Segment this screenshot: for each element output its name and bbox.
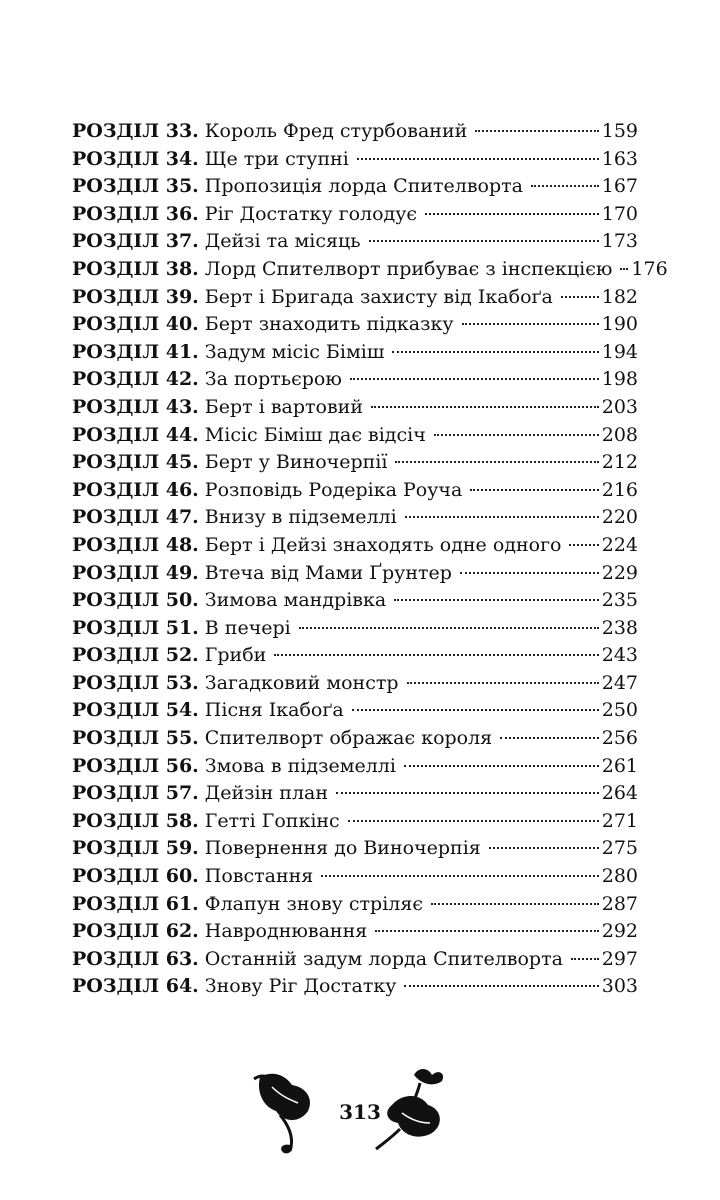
dot-leader bbox=[620, 268, 628, 270]
chapter-page-number: 216 bbox=[601, 478, 638, 501]
chapter-page-number: 159 bbox=[601, 120, 638, 142]
dot-leader bbox=[350, 378, 599, 380]
chapter-label: РОЗДІЛ 37. bbox=[72, 230, 199, 253]
chapter-label: РОЗДІЛ 52. bbox=[72, 644, 199, 667]
chapter-label: РОЗДІЛ 40. bbox=[72, 313, 199, 336]
chapter-page-number: 224 bbox=[601, 533, 638, 556]
dot-leader bbox=[336, 792, 599, 794]
toc-entry bbox=[72, 477, 638, 505]
chapter-label: РОЗДІЛ 33. bbox=[72, 120, 199, 142]
chapter-page-number: 292 bbox=[601, 920, 638, 943]
chapter-label: РОЗДІЛ 53. bbox=[72, 671, 199, 694]
dot-leader bbox=[321, 875, 598, 877]
toc-entry bbox=[72, 780, 638, 808]
chapter-title: Дейзін план bbox=[204, 782, 329, 805]
dot-leader bbox=[500, 737, 599, 739]
chapter-title: Змова в підземеллі bbox=[204, 754, 396, 777]
leaf-vine-icon bbox=[250, 1065, 330, 1155]
chapter-label: РОЗДІЛ 55. bbox=[72, 727, 199, 750]
chapter-page-number: 264 bbox=[601, 782, 638, 805]
chapter-title: Пропозиція лорда Спителворта bbox=[204, 175, 523, 198]
chapter-title: Лорд Спителворт прибуває з інспекцією bbox=[204, 257, 613, 280]
chapter-title: Повстання bbox=[204, 865, 314, 888]
chapter-page-number: 182 bbox=[601, 285, 638, 308]
chapter-page-number: 250 bbox=[601, 699, 638, 722]
dot-leader bbox=[405, 516, 599, 518]
toc-entry bbox=[72, 311, 638, 339]
chapter-title: Берт у Виночерпії bbox=[204, 451, 388, 474]
chapter-title: Дейзі та місяць bbox=[204, 230, 361, 253]
chapter-page-number: 173 bbox=[601, 230, 638, 253]
chapter-page-number: 203 bbox=[601, 395, 638, 418]
dot-leader bbox=[404, 765, 599, 767]
chapter-label: РОЗДІЛ 54. bbox=[72, 699, 199, 722]
chapter-label: РОЗДІЛ 64. bbox=[72, 975, 199, 998]
chapter-title: Останній задум лорда Спителворта bbox=[204, 947, 563, 970]
chapter-page-number: 280 bbox=[601, 865, 638, 888]
chapter-page-number: 167 bbox=[601, 175, 638, 198]
toc-entry bbox=[72, 973, 638, 1001]
dot-leader bbox=[462, 323, 599, 325]
chapter-page-number: 194 bbox=[601, 340, 638, 363]
chapter-title: Берт знаходить підказку bbox=[204, 313, 454, 336]
dot-leader bbox=[407, 682, 599, 684]
chapter-title: Повернення до Виночерпія bbox=[204, 837, 481, 860]
toc-entry bbox=[72, 532, 638, 560]
toc-entry bbox=[72, 118, 638, 146]
toc-entry bbox=[72, 587, 638, 615]
chapter-label: РОЗДІЛ 59. bbox=[72, 837, 199, 860]
dot-leader bbox=[352, 709, 599, 711]
dot-leader bbox=[392, 351, 598, 353]
chapter-page-number: 170 bbox=[601, 202, 638, 225]
chapter-page-number: 297 bbox=[601, 947, 638, 970]
chapter-label: РОЗДІЛ 42. bbox=[72, 368, 199, 391]
chapter-page-number: 238 bbox=[601, 616, 638, 639]
dot-leader bbox=[569, 544, 598, 546]
toc-entry bbox=[72, 284, 638, 312]
toc-entry bbox=[72, 697, 638, 725]
dot-leader bbox=[369, 240, 599, 242]
page-number: 313 bbox=[339, 1100, 381, 1124]
chapter-label: РОЗДІЛ 39. bbox=[72, 285, 199, 308]
chapter-page-number: 261 bbox=[601, 754, 638, 777]
chapter-page-number: 220 bbox=[601, 506, 638, 529]
chapter-label: РОЗДІЛ 47. bbox=[72, 506, 199, 529]
toc-entry bbox=[72, 366, 638, 394]
toc-entry bbox=[72, 339, 638, 367]
dot-leader bbox=[357, 158, 599, 160]
toc-entry bbox=[72, 201, 638, 229]
chapter-title: Навроднювання bbox=[204, 920, 368, 943]
chapter-page-number: 163 bbox=[601, 147, 638, 170]
chapter-page-number: 229 bbox=[601, 561, 638, 584]
dot-leader bbox=[404, 985, 598, 987]
toc-entry bbox=[72, 228, 638, 256]
toc-entry bbox=[72, 449, 638, 477]
chapter-title: Флапун знову стріляє bbox=[204, 892, 423, 915]
chapter-label: РОЗДІЛ 44. bbox=[72, 423, 199, 446]
table-of-contents bbox=[72, 118, 668, 1001]
chapter-label: РОЗДІЛ 49. bbox=[72, 561, 199, 584]
chapter-label: РОЗДІЛ 58. bbox=[72, 809, 199, 832]
chapter-page-number: 256 bbox=[601, 727, 638, 750]
dot-leader bbox=[395, 461, 598, 463]
dot-leader bbox=[371, 406, 599, 408]
dot-leader bbox=[475, 130, 598, 132]
dot-leader bbox=[299, 627, 599, 629]
toc-entry bbox=[72, 394, 638, 422]
chapter-label: РОЗДІЛ 61. bbox=[72, 892, 199, 915]
chapter-label: РОЗДІЛ 38. bbox=[72, 257, 199, 280]
dot-leader bbox=[531, 185, 599, 187]
chapter-label: РОЗДІЛ 60. bbox=[72, 865, 199, 888]
toc-entry bbox=[72, 642, 638, 670]
toc-entry bbox=[72, 918, 638, 946]
chapter-title: Гетті Гопкінс bbox=[204, 809, 340, 832]
chapter-page-number: 247 bbox=[601, 671, 638, 694]
chapter-label: РОЗДІЛ 35. bbox=[72, 175, 199, 198]
chapter-title: Берт і Бригада захисту від Ікабоґа bbox=[204, 285, 553, 308]
chapter-label: РОЗДІЛ 50. bbox=[72, 589, 199, 612]
chapter-title: Задум місіс Біміш bbox=[204, 340, 385, 363]
chapter-page-number: 271 bbox=[601, 809, 638, 832]
toc-entry bbox=[72, 835, 638, 863]
chapter-page-number: 235 bbox=[601, 589, 638, 612]
chapter-title: Гриби bbox=[204, 644, 267, 667]
dot-leader bbox=[460, 572, 599, 574]
toc-entry bbox=[72, 615, 638, 643]
toc-entry bbox=[72, 946, 638, 974]
toc-entry bbox=[72, 173, 638, 201]
chapter-page-number: 208 bbox=[601, 423, 638, 446]
chapter-page-number: 212 bbox=[601, 451, 638, 474]
toc-entry bbox=[72, 146, 638, 174]
chapter-label: РОЗДІЛ 45. bbox=[72, 451, 199, 474]
chapter-page-number: 287 bbox=[601, 892, 638, 915]
dot-leader bbox=[425, 213, 599, 215]
chapter-label: РОЗДІЛ 51. bbox=[72, 616, 199, 639]
chapter-label: РОЗДІЛ 36. bbox=[72, 202, 199, 225]
chapter-title: Пісня Ікабоґа bbox=[204, 699, 344, 722]
chapter-page-number: 190 bbox=[601, 313, 638, 336]
chapter-page-number: 303 bbox=[601, 975, 638, 998]
toc-entry bbox=[72, 422, 638, 450]
chapter-title: За портьєрою bbox=[204, 368, 342, 391]
chapter-page-number: 176 bbox=[631, 257, 668, 280]
chapter-title: Король Фред стурбований bbox=[204, 120, 468, 142]
chapter-label: РОЗДІЛ 41. bbox=[72, 340, 199, 363]
dot-leader bbox=[348, 820, 599, 822]
chapter-title: Місіс Біміш дає відсіч bbox=[204, 423, 426, 446]
chapter-label: РОЗДІЛ 63. bbox=[72, 947, 199, 970]
chapter-page-number: 275 bbox=[601, 837, 638, 860]
chapter-label: РОЗДІЛ 43. bbox=[72, 395, 199, 418]
dot-leader bbox=[375, 930, 599, 932]
chapter-title: Розповідь Родеріка Роуча bbox=[204, 478, 463, 501]
toc-entry bbox=[72, 725, 638, 753]
chapter-label: РОЗДІЛ 48. bbox=[72, 533, 199, 556]
toc-entry bbox=[72, 863, 638, 891]
chapter-label: РОЗДІЛ 46. bbox=[72, 478, 199, 501]
dot-leader bbox=[394, 599, 599, 601]
chapter-label: РОЗДІЛ 34. bbox=[72, 147, 199, 170]
toc-entry bbox=[72, 808, 638, 836]
chapter-title: Внизу в підземеллі bbox=[204, 506, 397, 529]
toc-entry bbox=[72, 753, 638, 781]
chapter-page-number: 198 bbox=[601, 368, 638, 391]
dot-leader bbox=[571, 958, 599, 960]
chapter-title: Берт і Дейзі знаходять одне одного bbox=[204, 533, 562, 556]
dot-leader bbox=[489, 847, 599, 849]
chapter-label: РОЗДІЛ 56. bbox=[72, 754, 199, 777]
dot-leader bbox=[274, 654, 598, 656]
dot-leader bbox=[470, 489, 598, 491]
dot-leader bbox=[431, 903, 599, 905]
chapter-title: Зимова мандрівка bbox=[204, 589, 387, 612]
chapter-title: Ще три ступні bbox=[204, 147, 349, 170]
chapter-title: Знову Ріг Достатку bbox=[204, 975, 397, 998]
toc-rows bbox=[72, 118, 668, 1001]
toc-entry bbox=[72, 670, 638, 698]
chapter-title: Втеча від Мами Ґрунтер bbox=[204, 561, 452, 584]
chapter-title: Ріг Достатку голодує bbox=[204, 202, 418, 225]
chapter-title: Берт і вартовий bbox=[204, 395, 363, 418]
chapter-label: РОЗДІЛ 62. bbox=[72, 920, 199, 943]
chapter-title: Спителворт ображає короля bbox=[204, 727, 493, 750]
dot-leader bbox=[561, 296, 599, 298]
dot-leader bbox=[434, 434, 599, 436]
chapter-label: РОЗДІЛ 57. bbox=[72, 782, 199, 805]
chapter-title: Загадковий монстр bbox=[204, 671, 399, 694]
chapter-page-number: 243 bbox=[601, 644, 638, 667]
chapter-title: В печері bbox=[204, 616, 291, 639]
toc-entry bbox=[72, 256, 668, 284]
page-footer bbox=[0, 1060, 720, 1160]
toc-entry bbox=[72, 504, 638, 532]
toc-entry bbox=[72, 891, 638, 919]
leaf-vine-icon bbox=[372, 1065, 452, 1155]
toc-entry bbox=[72, 560, 638, 588]
